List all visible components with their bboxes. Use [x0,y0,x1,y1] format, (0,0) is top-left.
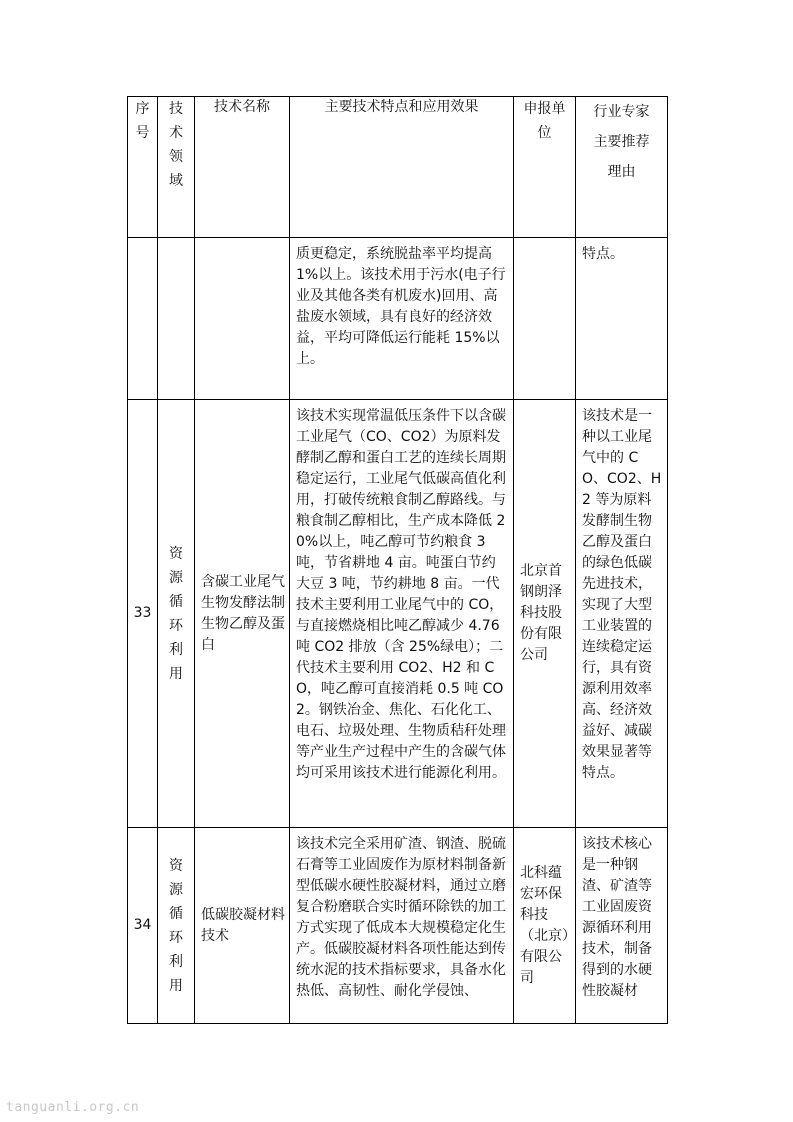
row-field: 资源循环利用 [158,828,195,1024]
row-no [128,238,158,400]
header-name: 技术名称 [195,97,290,238]
row-unit: 北科蕴宏环保科技（北京）有限公司 [514,828,576,1024]
header-field: 技术领域 [158,97,195,238]
row-reason: 该技术核心是一种钢渣、矿渣等工业固废资源循环利用技术，制备得到的水硬性胶凝材 [576,828,668,1024]
document-table [127,96,668,1024]
watermark: tanguanli.org.cn [6,1100,140,1115]
header-reason: 行业专家主要推荐理由 [576,97,668,238]
row-field: 资源循环利用 [158,400,195,828]
row-unit [514,238,576,400]
row-name [195,238,290,400]
header-features: 主要技术特点和应用效果 [290,97,514,238]
row-no: 33 [128,400,158,828]
header-unit: 申报单位 [514,97,576,238]
table-row [128,400,668,828]
row-name: 含碳工业尾气生物发酵法制生物乙醇及蛋白 [195,400,290,828]
row-unit: 北京首钢朗泽科技股份有限公司 [514,400,576,828]
row-features: 质更稳定，系统脱盐率平均提高1%以上。该技术用于污水(电子行业及其他各类有机废水)回用、高盐废水领域，具有良好的经济效益，平均可降低运行能耗 15%以上。 [290,238,514,400]
row-field [158,238,195,400]
table-row [128,238,668,400]
table-header-row [128,97,668,238]
table-row [128,828,668,1024]
row-features: 该技术实现常温低压条件下以含碳工业尾气（CO、CO2）为原料发酵制乙醇和蛋白工艺的连续长周期稳定运行，工业尾气低碳高值化利用，打破传统粮食制乙醇路线。与粮食制乙醇相比，生产成本降低 20%以上，吨乙醇可节约粮食 3 吨，节省耕地 4 亩。吨蛋白节约大豆 3 吨，节约耕地 8 亩。一代技术主要利用工业尾气中的 CO，与直接燃烧相比吨乙醇减少 4.76 吨 CO2 排放（含 25%绿电）；二代技术主要利用 CO2、H2 和 CO，吨乙醇可直接消耗 0.5 吨 CO2。钢铁冶金、焦化、石化化工、电石、垃圾处理、生物质秸秆处理等产业生产过程中产生的含碳气体均可采用该技术进行能源化利用。 [290,400,514,828]
row-reason: 特点。 [576,238,668,400]
row-reason: 该技术是一种以工业尾气中的 CO、CO2、H2 等为原料发酵制生物乙醇及蛋白的绿色低碳先进技术，实现了大型工业装置的连续稳定运行，具有资源利用效率高、经济效益好、减碳效果显著等特点。 [576,400,668,828]
row-name: 低碳胶凝材料技术 [195,828,290,1024]
row-features: 该技术完全采用矿渣、钢渣、脱硫石膏等工业固废作为原材料制备新型低碳水硬性胶凝材料，通过立磨复合粉磨联合实时循环除铁的加工方式实现了低成本大规模稳定化生产。低碳胶凝材料各项性能达到传统水泥的技术指标要求，具备水化热低、高韧性、耐化学侵蚀、 [290,828,514,1024]
row-no: 34 [128,828,158,1024]
header-no: 序号 [128,97,158,238]
